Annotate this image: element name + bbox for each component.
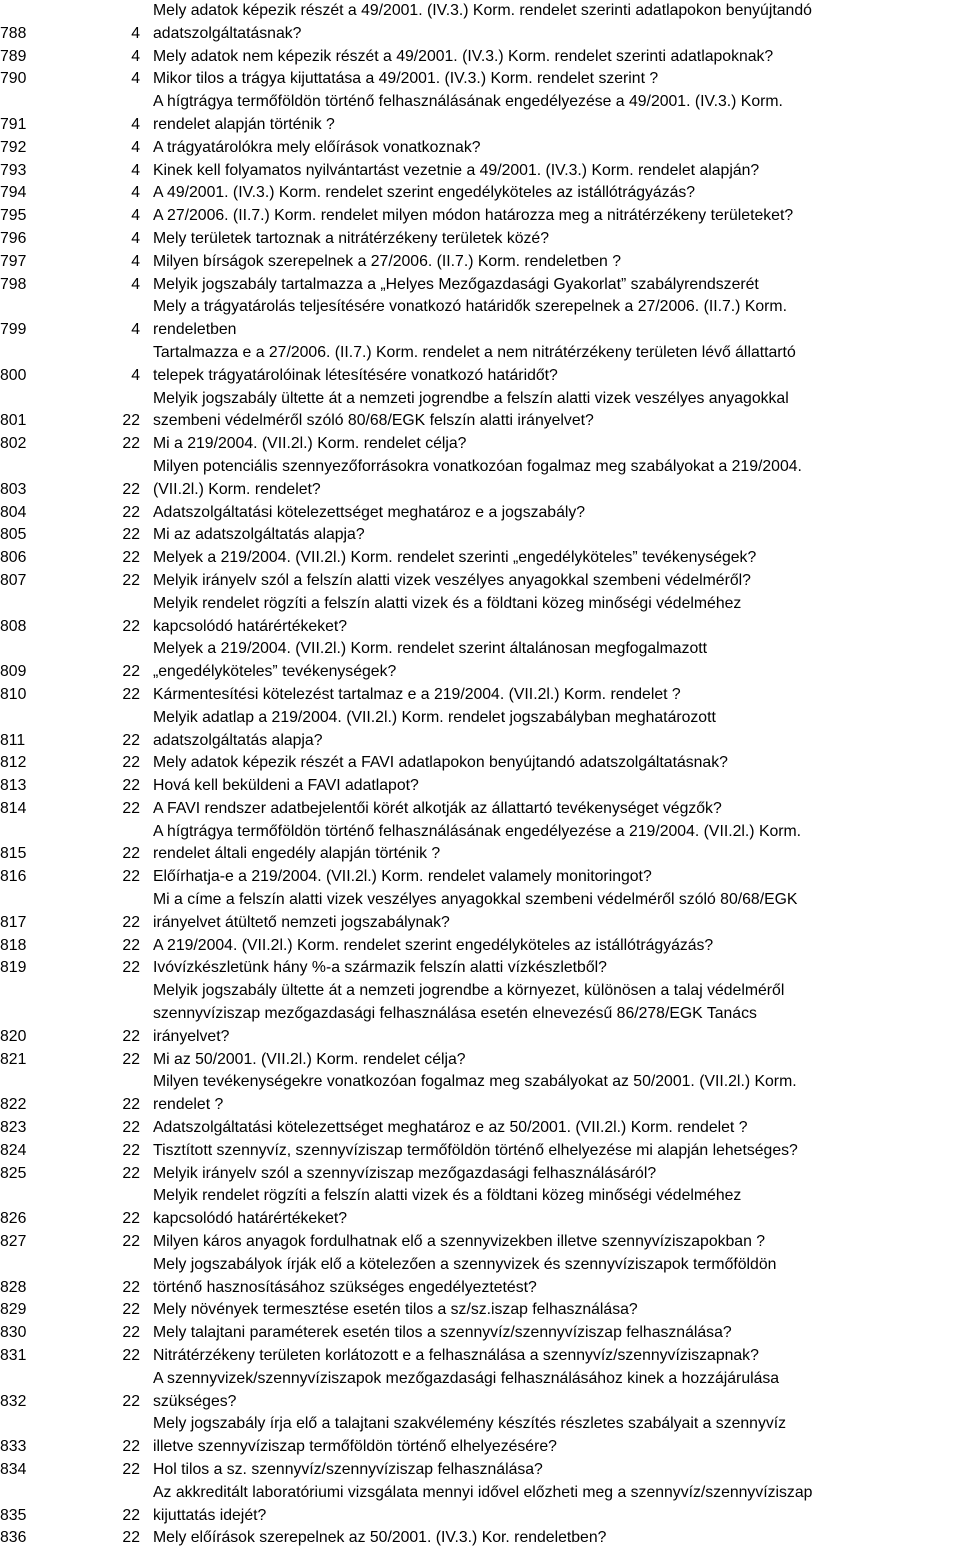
table-row <box>0 0 960 46</box>
row-question: Melyik jogszabály ültette át a nemzeti jogrendbe a környezet, különösen a talaj védelméről szennyvíziszap mezőgazdasági felhasználása esetén elnevezésű 86/278/EGK Tanács irányelvet? <box>153 982 785 1045</box>
row-number: 800 <box>0 366 27 384</box>
row-category: 22 <box>122 936 140 954</box>
row-question: Milyen bírságok szerepelnek a 27/2006. (II.7.) Korm. rendeletben ? <box>153 252 622 270</box>
row-category: 22 <box>122 412 140 430</box>
row-number: 825 <box>0 1164 27 1182</box>
row-question: Melyik adatlap a 219/2004. (VII.2l.) Korm. rendelet jogszabályban meghatározott adatszolgáltatás alapja? <box>153 708 716 749</box>
row-category: 22 <box>122 1278 140 1296</box>
table-row <box>0 1117 960 1140</box>
table-row <box>0 1368 960 1414</box>
row-category: 22 <box>122 503 140 521</box>
table-row <box>0 205 960 228</box>
table-row <box>0 889 960 935</box>
row-category: 4 <box>131 115 140 133</box>
table-row <box>0 137 960 160</box>
row-question: Melyik jogszabály tartalmazza a „Helyes Mezőgazdasági Gyakorlat” szabályrendszerét <box>153 275 759 293</box>
table-row <box>0 274 960 297</box>
table-row <box>0 1527 960 1550</box>
row-question: Nitrátérzékeny területen korlátozott e a felhasználása a szennyvíz/szennyvíziszapnak? <box>153 1347 759 1365</box>
row-category: 22 <box>122 571 140 589</box>
row-category: 22 <box>122 1027 140 1045</box>
row-number: 798 <box>0 275 27 293</box>
row-question: Mely jogszabály írja elő a talajtani szakvélemény készítés részletes szabályait a szennyvíz illetve szennyvíziszap termőföldön történő elhelyezésére? <box>153 1415 787 1456</box>
table-row <box>0 182 960 205</box>
row-category: 22 <box>122 1164 140 1182</box>
row-number: 833 <box>0 1438 27 1456</box>
table-row <box>0 866 960 889</box>
row-question: Mely adatok nem képezik részét a 49/2001. (IV.3.) Korm. rendelet szerinti adatlapoknak? <box>153 47 774 65</box>
row-number: 836 <box>0 1529 27 1547</box>
row-category: 4 <box>131 70 140 88</box>
row-number: 811 <box>0 731 26 749</box>
row-number: 812 <box>0 754 27 772</box>
row-number: 799 <box>0 321 27 339</box>
row-category: 22 <box>122 1050 140 1068</box>
row-number: 801 <box>0 412 27 430</box>
table-row <box>0 228 960 251</box>
row-question: Melyik irányelv szól a felszín alatti vizek veszélyes anyagokkal szembeni védelméről? <box>153 571 751 589</box>
table-row <box>0 821 960 867</box>
row-category: 4 <box>131 24 140 42</box>
table-row <box>0 1322 960 1345</box>
row-question: Tartalmazza e a 27/2006. (II.7.) Korm. rendelet a nem nitrátérzékeny területen lévő állattartó telepek trágyatárolóinak létesítésére vonatkozó határidőt? <box>153 343 796 384</box>
row-category: 4 <box>131 47 140 65</box>
table-row <box>0 91 960 137</box>
table-row <box>0 1049 960 1072</box>
table-row <box>0 1299 960 1322</box>
row-number: 818 <box>0 936 27 954</box>
row-category: 22 <box>122 480 140 498</box>
row-question: Kinek kell folyamatos nyilvántartást vezetnie a 49/2001. (IV.3.) Korm. rendelet alapján? <box>153 161 760 179</box>
table-row <box>0 1482 960 1528</box>
row-number: 791 <box>0 115 27 133</box>
row-category: 22 <box>122 1210 140 1228</box>
table-row <box>0 980 960 1048</box>
row-question: Hová kell beküldeni a FAVI adatlapot? <box>153 777 419 795</box>
table-row <box>0 638 960 684</box>
row-number: 789 <box>0 47 27 65</box>
row-number: 829 <box>0 1301 27 1319</box>
table-row <box>0 524 960 547</box>
row-category: 22 <box>122 1529 140 1547</box>
table-row <box>0 593 960 639</box>
row-category: 22 <box>122 1392 140 1410</box>
row-question: Mely adatok képezik részét a 49/2001. (IV.3.) Korm. rendelet szerinti adatlapokon benyújtandó adatszolgáltatásnak? <box>153 2 812 42</box>
row-number: 820 <box>0 1027 27 1045</box>
row-number: 835 <box>0 1506 27 1524</box>
row-question: Mely előírások szerepelnek az 50/2001. (IV.3.) Kor. rendeletben? <box>153 1529 607 1547</box>
row-number: 805 <box>0 526 27 544</box>
row-number: 806 <box>0 549 27 567</box>
row-category: 22 <box>122 1347 140 1365</box>
row-number: 831 <box>0 1347 27 1365</box>
row-number: 810 <box>0 685 27 703</box>
row-category: 22 <box>122 1461 140 1478</box>
row-number: 804 <box>0 503 27 521</box>
row-category: 22 <box>122 913 140 931</box>
table-row <box>0 388 960 434</box>
row-number: 808 <box>0 617 27 635</box>
row-category: 22 <box>122 754 140 772</box>
table-row <box>0 935 960 958</box>
row-question: Milyen káros anyagok fordulhatnak elő a szennyvizekben illetve szennyvíziszapokban ? <box>153 1233 766 1251</box>
table-row <box>0 1163 960 1186</box>
row-category: 22 <box>122 845 140 863</box>
table-row <box>0 1345 960 1368</box>
row-category: 4 <box>131 207 140 225</box>
table-row <box>0 957 960 980</box>
row-question: Mely növények termesztése esetén tilos a sz/sz.iszap felhasználása? <box>153 1301 638 1319</box>
row-category: 22 <box>122 1438 140 1456</box>
row-question: Melyek a 219/2004. (VII.2l.) Korm. rendelet szerinti „engedélyköteles” tevékenységek? <box>153 549 757 567</box>
row-question: Mi az adatszolgáltatás alapja? <box>153 526 365 544</box>
row-number: 814 <box>0 799 27 817</box>
row-number: 823 <box>0 1119 27 1137</box>
row-question: A hígtrágya termőföldön történő felhasználásának engedélyezése a 49/2001. (IV.3.) Korm. rendelet alapján történik ? <box>153 93 783 133</box>
row-category: 22 <box>122 868 140 886</box>
row-question: Mely a trágyatárolás teljesítésére vonatkozó határidők szerepelnek a 27/2006. (II.7.) Korm. rendeletben <box>153 298 787 339</box>
row-category: 4 <box>131 275 140 293</box>
table-row <box>0 456 960 502</box>
row-number: 790 <box>0 70 27 88</box>
table-row <box>0 707 960 753</box>
table-row <box>0 68 960 91</box>
row-category: 22 <box>122 1506 140 1524</box>
table-row <box>0 1459 960 1482</box>
row-question: Mely talajtani paraméterek esetén tilos a szennyvíz/szennyvíziszap felhasználása? <box>153 1324 732 1342</box>
table-row <box>0 1071 960 1117</box>
row-question: Az akkreditált laboratóriumi vizsgálata mennyi idővel előzheti meg a szennyvíz/szennyvíziszap kijuttatás idejét? <box>153 1483 813 1524</box>
row-number: 797 <box>0 252 27 270</box>
row-number: 793 <box>0 161 27 179</box>
row-number: 792 <box>0 138 27 156</box>
table-row <box>0 46 960 69</box>
row-number: 827 <box>0 1233 27 1251</box>
table-row <box>0 1140 960 1163</box>
row-category: 4 <box>131 184 140 202</box>
row-category: 22 <box>122 799 140 817</box>
table-row <box>0 570 960 593</box>
row-number: 826 <box>0 1210 27 1228</box>
row-category: 4 <box>131 229 140 247</box>
table-row <box>0 251 960 274</box>
row-number: 813 <box>0 777 27 795</box>
row-category: 22 <box>122 435 140 453</box>
row-category: 22 <box>122 777 140 795</box>
row-category: 4 <box>131 366 140 384</box>
table-row <box>0 160 960 183</box>
row-number: 834 <box>0 1461 27 1478</box>
row-question: A trágyatárolókra mely előírások vonatkoznak? <box>153 138 481 156</box>
row-question: Melyik jogszabály ültette át a nemzeti jogrendbe a felszín alatti vizek veszélyes anyagokkal szembeni védelméről szóló 80/68/EGK felszín alatti irányelvet? <box>153 389 789 430</box>
row-number: 803 <box>0 480 27 498</box>
row-question: A 219/2004. (VII.2l.) Korm. rendelet szerint engedélyköteles az istállótrágyázás? <box>153 936 714 954</box>
row-number: 830 <box>0 1324 27 1342</box>
table-row <box>0 433 960 456</box>
table-row <box>0 342 960 388</box>
row-category: 22 <box>122 617 140 635</box>
row-category: 22 <box>122 1141 140 1159</box>
row-number: 802 <box>0 435 27 453</box>
table-row <box>0 684 960 707</box>
row-question: Melyik rendelet rögzíti a felszín alatti vizek és a földtani közeg minőségi védelméhez kapcsolódó határértékeket? <box>153 594 742 635</box>
table-row <box>0 775 960 798</box>
row-question: Melyik irányelv szól a szennyvíziszap mezőgazdasági felhasználásáról? <box>153 1164 657 1182</box>
row-number: 828 <box>0 1278 27 1296</box>
table-row <box>0 1231 960 1254</box>
row-category: 4 <box>131 138 140 156</box>
row-question: Mely jogszabályok írják elő a kötelezően a szennyvizek és szennyvíziszapok termőföldön történő hasznosításához szükséges engedélyeztetést? <box>153 1255 777 1296</box>
row-category: 22 <box>122 549 140 567</box>
row-question: Hol tilos a sz. szennyvíz/szennyvíziszap felhasználása? <box>153 1461 543 1478</box>
row-number: 821 <box>0 1050 27 1068</box>
row-question: Adatszolgáltatási kötelezettséget meghatároz e a jogszabály? <box>153 503 586 521</box>
row-category: 22 <box>122 1119 140 1137</box>
row-number: 822 <box>0 1096 27 1114</box>
row-question: Előírhatja-e a 219/2004. (VII.2l.) Korm. rendelet valamely monitoringot? <box>153 868 652 886</box>
row-question: A FAVI rendszer adatbejelentői körét alkotják az állattartó tevékenységet végzők? <box>153 799 722 817</box>
row-question: Melyek a 219/2004. (VII.2l.) Korm. rendelet szerint általánosan megfogalmazott „engedélyköteles” tevékenységek? <box>153 640 708 681</box>
row-number: 807 <box>0 571 27 589</box>
row-number: 832 <box>0 1392 27 1410</box>
row-question: A hígtrágya termőföldön történő felhasználásának engedélyezése a 219/2004. (VII.2l.) Korm. rendelet általi engedély alapján történik ? <box>153 822 802 863</box>
row-number: 809 <box>0 663 27 681</box>
row-question: Melyik rendelet rögzíti a felszín alatti vizek és a földtani közeg minőségi védelméhez kapcsolódó határértékeket? <box>153 1187 742 1228</box>
row-number: 816 <box>0 868 27 886</box>
row-category: 22 <box>122 526 140 544</box>
row-category: 22 <box>122 1324 140 1342</box>
row-question: Kármentesítési kötelezést tartalmaz e a 219/2004. (VII.2l.) Korm. rendelet ? <box>153 685 681 703</box>
row-question: Milyen potenciális szennyezőforrásokra vonatkozóan fogalmaz meg szabályokat a 219/2004. (VII.2l.) Korm. rendelet? <box>153 457 802 498</box>
row-number: 794 <box>0 184 27 202</box>
row-question: Adatszolgáltatási kötelezettséget meghatároz e az 50/2001. (VII.2l.) Korm. rendelet ? <box>153 1119 748 1137</box>
row-question: Mikor tilos a trágya kijuttatása a 49/2001. (IV.3.) Korm. rendelet szerint ? <box>153 70 659 88</box>
row-category: 22 <box>122 1233 140 1251</box>
row-question: Mely területek tartoznak a nitrátérzékeny területek közé? <box>153 229 549 247</box>
row-question: Mi az 50/2001. (VII.2l.) Korm. rendelet célja? <box>153 1050 466 1068</box>
row-question: Mely adatok képezik részét a FAVI adatlapokon benyújtandó adatszolgáltatásnak? <box>153 754 728 772</box>
row-number: 815 <box>0 845 27 863</box>
table-row <box>0 296 960 342</box>
table-row <box>0 1413 960 1459</box>
row-category: 4 <box>131 252 140 270</box>
row-category: 22 <box>122 1301 140 1319</box>
row-number: 819 <box>0 959 27 977</box>
row-category: 22 <box>122 1096 140 1114</box>
row-question: Ivóvízkészletünk hány %-a származik felszín alatti vízkészletből? <box>153 959 607 977</box>
row-category: 4 <box>131 161 140 179</box>
row-question: A 27/2006. (II.7.) Korm. rendelet milyen módon határozza meg a nitrátérzékeny területeket? <box>153 207 794 225</box>
table-row <box>0 752 960 775</box>
row-number: 796 <box>0 229 27 247</box>
row-number: 795 <box>0 207 27 225</box>
table-row <box>0 1185 960 1231</box>
table-row <box>0 1254 960 1300</box>
row-number: 817 <box>0 913 27 931</box>
row-question: Milyen tevékenységekre vonatkozóan fogalmaz meg szabályokat az 50/2001. (VII.2l.) Korm. rendelet ? <box>153 1073 797 1114</box>
row-category: 22 <box>122 663 140 681</box>
row-number: 824 <box>0 1141 27 1159</box>
row-category: 4 <box>131 321 140 339</box>
row-question: Tisztított szennyvíz, szennyvíziszap termőföldön történő elhelyezése mi alapján lehetséges? <box>153 1141 798 1159</box>
table-row <box>0 547 960 570</box>
row-category: 22 <box>122 731 140 749</box>
table-row <box>0 798 960 821</box>
row-question: A 49/2001. (IV.3.) Korm. rendelet szerint engedélyköteles az istállótrágyázás? <box>153 184 696 202</box>
row-question: Mi a címe a felszín alatti vizek veszélyes anyagokkal szembeni védelméről szóló 80/68/EGK irányelvet átültető nemzeti jogszabálynak? <box>153 891 798 931</box>
row-question: Mi a 219/2004. (VII.2l.) Korm. rendelet célja? <box>153 435 467 453</box>
row-number: 788 <box>0 24 27 42</box>
row-category: 22 <box>122 959 140 977</box>
row-question: A szennyvizek/szennyvíziszapok mezőgazdasági felhasználásához kinek a hozzájárulása szükséges? <box>153 1369 780 1410</box>
table-row <box>0 502 960 525</box>
row-category: 22 <box>122 685 140 703</box>
